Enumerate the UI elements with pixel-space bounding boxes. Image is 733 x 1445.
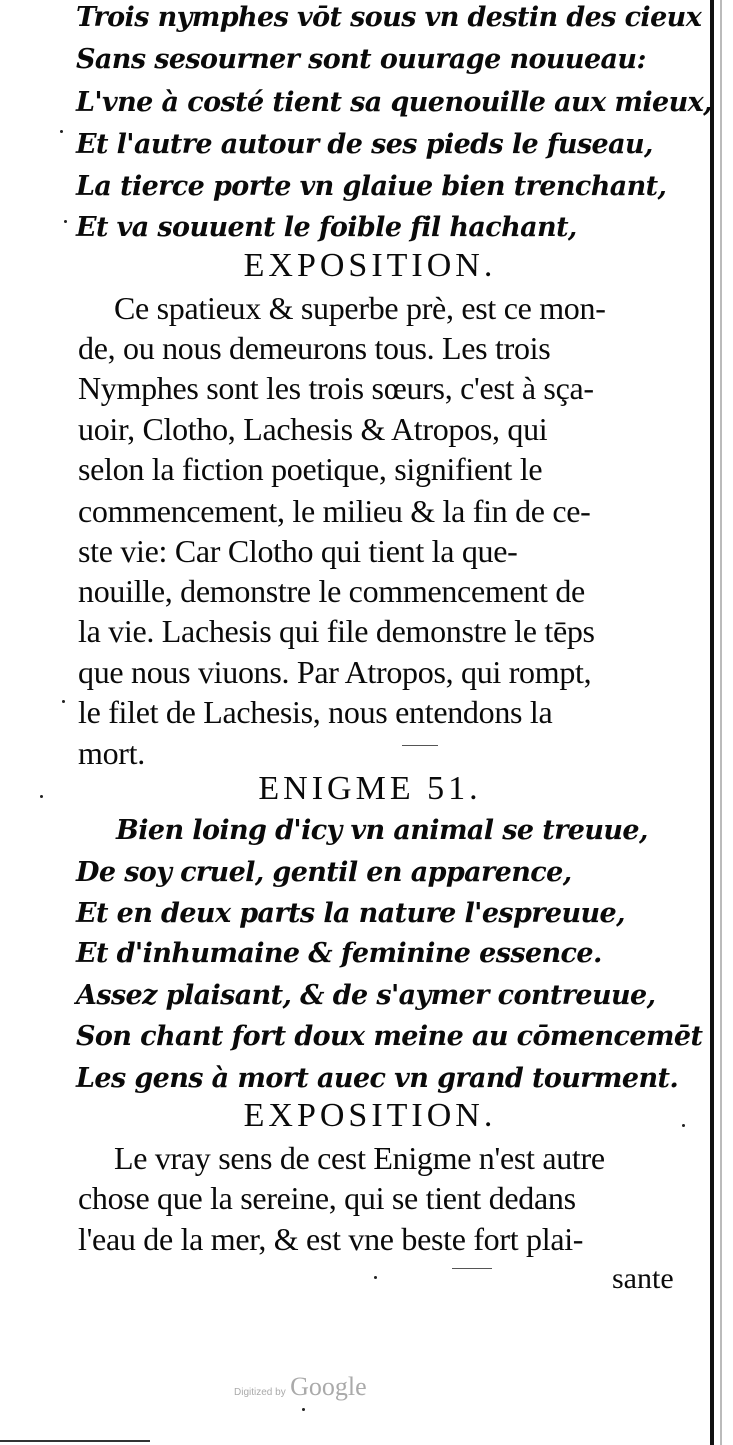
- scan-speck: [62, 700, 65, 703]
- prose-line: le filet de Lachesis, nous entendons la: [78, 694, 553, 730]
- prose-line: selon la fiction poetique, signifient le: [78, 451, 543, 487]
- verse-line: Et d'inhumaine & feminine essence.: [76, 938, 602, 969]
- enigme-heading: ENIGME 51.: [258, 770, 482, 807]
- scan-speck: [302, 1408, 305, 1411]
- page-edge-shadow: [720, 0, 722, 1445]
- verse-line: Assez plaisant, & de s'aymer contreuue,: [76, 980, 656, 1011]
- prose-line: Nymphes sont les trois sœurs, c'est à sça-: [78, 370, 594, 406]
- section-heading: EXPOSITION.: [243, 1097, 497, 1134]
- prose-line: que nous viuons. Par Atropos, qui rompt,: [78, 654, 592, 690]
- verse-line: Son chant fort doux meine au cōmencemēt: [76, 1021, 703, 1052]
- prose-line: commencement, le milieu & la fin de ce-: [78, 493, 591, 529]
- prose-line: la vie. Lachesis qui file demonstre le tēps: [78, 613, 595, 649]
- scan-speck: [374, 1276, 377, 1279]
- scan-speck: [682, 1124, 685, 1127]
- prose-line: l'eau de la mer, & est vne beste fort plai-: [78, 1221, 584, 1257]
- digitized-watermark: [234, 1372, 367, 1402]
- section-heading: EXPOSITION.: [243, 247, 497, 284]
- verse-line: De soy cruel, gentil en apparence,: [76, 857, 572, 888]
- prose-line: de, ou nous demeurons tous. Les trois: [78, 330, 551, 366]
- scan-speck: [40, 795, 43, 798]
- scan-mark: [452, 1268, 492, 1269]
- prose-line: Le vray sens de cest Enigme n'est autre: [114, 1140, 605, 1176]
- prose-line: uoir, Clotho, Lachesis & Atropos, qui: [78, 411, 548, 447]
- verse-line: Bien loing d'icy vn animal se treuue,: [116, 815, 648, 846]
- prose-line: mort.: [78, 735, 145, 771]
- verse-line: Et l'autre autour de ses pieds le fuseau,: [76, 129, 653, 160]
- scan-speck: [64, 220, 67, 223]
- scan-speck: [60, 130, 63, 133]
- verse-line: Trois nymphes vōt sous vn destin des cieux: [76, 2, 702, 33]
- verse-line: Sans sesourner sont ouurage nouueau:: [76, 44, 646, 75]
- prose-line: Ce spatieux & superbe prè, est ce mon-: [114, 290, 606, 326]
- verse-line: Et en deux parts la nature l'espreuue,: [76, 898, 625, 929]
- verse-line: L'vne à costé tient sa quenouille aux mieux,: [76, 87, 712, 118]
- prose-line: nouille, demonstre le commencement de: [78, 573, 585, 609]
- verse-line: La tierce porte vn glaiue bien trenchant,: [76, 171, 667, 202]
- verse-line: Les gens à mort auec vn grand tourment.: [76, 1063, 679, 1094]
- scan-mark: [402, 745, 438, 746]
- google-logo: Google: [290, 1372, 367, 1401]
- catchword: sante: [612, 1262, 674, 1295]
- bottom-edge-rule: [0, 1440, 150, 1442]
- verse-line: Et va souuent le foible fil hachant,: [76, 212, 577, 243]
- prose-line: chose que la sereine, qui se tient dedans: [78, 1180, 576, 1216]
- digitized-by-label: Digitized by: [234, 1387, 286, 1398]
- page-edge-rule: [710, 0, 714, 1445]
- prose-line: ste vie: Car Clotho qui tient la que-: [78, 533, 518, 569]
